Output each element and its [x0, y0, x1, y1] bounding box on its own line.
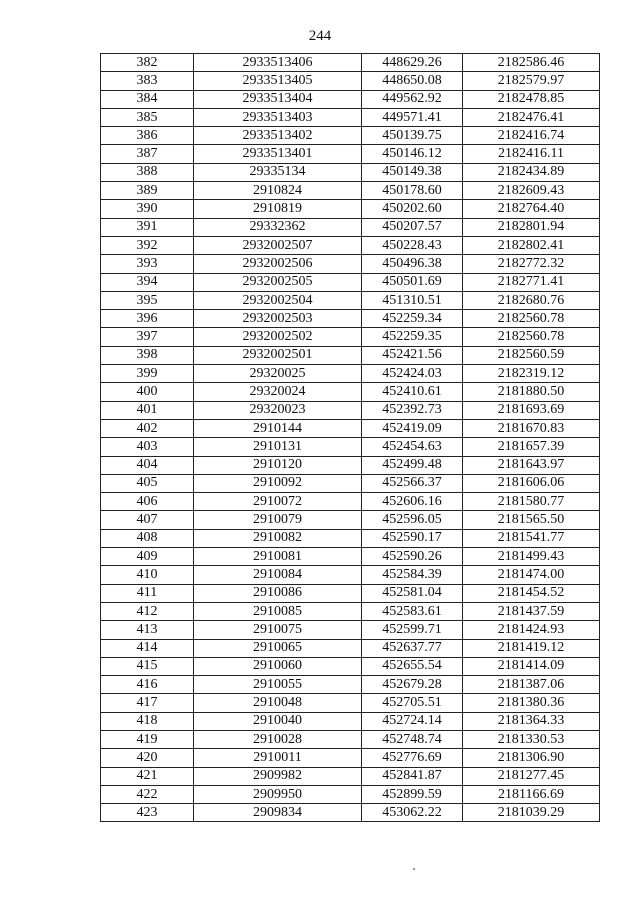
point-id-cell: 2932002502 — [194, 328, 362, 346]
y-coordinate-cell: 2181166.69 — [463, 785, 600, 803]
row-index-cell: 400 — [101, 383, 194, 401]
row-index-cell: 384 — [101, 90, 194, 108]
table-row — [101, 804, 600, 822]
y-coordinate-cell: 2182764.40 — [463, 200, 600, 218]
x-coordinate-cell: 451310.51 — [362, 291, 463, 309]
row-index-cell: 413 — [101, 621, 194, 639]
x-coordinate-cell: 452606.16 — [362, 493, 463, 511]
x-coordinate-cell: 450149.38 — [362, 163, 463, 181]
point-id-cell: 2933513401 — [194, 145, 362, 163]
point-id-cell: 2910144 — [194, 419, 362, 437]
table-row — [101, 273, 600, 291]
point-id-cell: 2910055 — [194, 676, 362, 694]
point-id-cell: 2910092 — [194, 474, 362, 492]
table-row — [101, 127, 600, 145]
y-coordinate-cell: 2182416.11 — [463, 145, 600, 163]
row-index-cell: 411 — [101, 584, 194, 602]
point-id-cell: 2933513406 — [194, 54, 362, 72]
point-id-cell: 2910079 — [194, 511, 362, 529]
table-row — [101, 90, 600, 108]
y-coordinate-cell: 2182476.41 — [463, 108, 600, 126]
y-coordinate-cell: 2181474.00 — [463, 566, 600, 584]
y-coordinate-cell: 2181419.12 — [463, 639, 600, 657]
y-coordinate-cell: 2182434.89 — [463, 163, 600, 181]
row-index-cell: 396 — [101, 310, 194, 328]
y-coordinate-cell: 2182560.78 — [463, 310, 600, 328]
x-coordinate-cell: 452566.37 — [362, 474, 463, 492]
y-coordinate-cell: 2181277.45 — [463, 767, 600, 785]
row-index-cell: 405 — [101, 474, 194, 492]
table-row — [101, 108, 600, 126]
row-index-cell: 397 — [101, 328, 194, 346]
x-coordinate-cell: 452583.61 — [362, 602, 463, 620]
point-id-cell: 2933513402 — [194, 127, 362, 145]
x-coordinate-cell: 452590.17 — [362, 529, 463, 547]
row-index-cell: 404 — [101, 456, 194, 474]
y-coordinate-cell: 2181499.43 — [463, 548, 600, 566]
y-coordinate-cell: 2181541.77 — [463, 529, 600, 547]
table-row — [101, 730, 600, 748]
table-row — [101, 218, 600, 236]
point-id-cell: 2910120 — [194, 456, 362, 474]
x-coordinate-cell: 450207.57 — [362, 218, 463, 236]
y-coordinate-cell: 2182772.32 — [463, 255, 600, 273]
table-row — [101, 566, 600, 584]
point-id-cell: 29320024 — [194, 383, 362, 401]
table-row — [101, 365, 600, 383]
table-row — [101, 346, 600, 364]
row-index-cell: 421 — [101, 767, 194, 785]
point-id-cell: 2932002501 — [194, 346, 362, 364]
x-coordinate-cell: 452581.04 — [362, 584, 463, 602]
y-coordinate-cell: 2181657.39 — [463, 438, 600, 456]
point-id-cell: 29335134 — [194, 163, 362, 181]
row-index-cell: 414 — [101, 639, 194, 657]
table-row — [101, 291, 600, 309]
y-coordinate-cell: 2182319.12 — [463, 365, 600, 383]
x-coordinate-cell: 450501.69 — [362, 273, 463, 291]
point-id-cell: 2932002505 — [194, 273, 362, 291]
table-row — [101, 548, 600, 566]
x-coordinate-cell: 452899.59 — [362, 785, 463, 803]
row-index-cell: 416 — [101, 676, 194, 694]
y-coordinate-cell: 2182609.43 — [463, 182, 600, 200]
row-index-cell: 395 — [101, 291, 194, 309]
table-row — [101, 200, 600, 218]
y-coordinate-cell: 2181330.53 — [463, 730, 600, 748]
y-coordinate-cell: 2182560.78 — [463, 328, 600, 346]
x-coordinate-cell: 450202.60 — [362, 200, 463, 218]
row-index-cell: 422 — [101, 785, 194, 803]
y-coordinate-cell: 2181364.33 — [463, 712, 600, 730]
x-coordinate-cell: 452655.54 — [362, 657, 463, 675]
point-id-cell: 2910028 — [194, 730, 362, 748]
y-coordinate-cell: 2181580.77 — [463, 493, 600, 511]
row-index-cell: 420 — [101, 749, 194, 767]
row-index-cell: 407 — [101, 511, 194, 529]
x-coordinate-cell: 450496.38 — [362, 255, 463, 273]
row-index-cell: 391 — [101, 218, 194, 236]
y-coordinate-cell: 2182560.59 — [463, 346, 600, 364]
x-coordinate-cell: 452259.34 — [362, 310, 463, 328]
row-index-cell: 382 — [101, 54, 194, 72]
x-coordinate-cell: 449562.92 — [362, 90, 463, 108]
row-index-cell: 419 — [101, 730, 194, 748]
x-coordinate-cell: 452776.69 — [362, 749, 463, 767]
y-coordinate-cell: 2181643.97 — [463, 456, 600, 474]
point-id-cell: 2932002506 — [194, 255, 362, 273]
point-id-cell: 2933513405 — [194, 72, 362, 90]
table-row — [101, 310, 600, 328]
x-coordinate-cell: 452499.48 — [362, 456, 463, 474]
y-coordinate-cell: 2182801.94 — [463, 218, 600, 236]
point-id-cell: 2910040 — [194, 712, 362, 730]
point-id-cell: 2909834 — [194, 804, 362, 822]
point-id-cell: 2910075 — [194, 621, 362, 639]
row-index-cell: 415 — [101, 657, 194, 675]
table-row — [101, 767, 600, 785]
y-coordinate-cell: 2181454.52 — [463, 584, 600, 602]
x-coordinate-cell: 450139.75 — [362, 127, 463, 145]
table-row — [101, 694, 600, 712]
table-row — [101, 456, 600, 474]
x-coordinate-cell: 449571.41 — [362, 108, 463, 126]
point-id-cell: 2933513403 — [194, 108, 362, 126]
row-index-cell: 385 — [101, 108, 194, 126]
table-row — [101, 749, 600, 767]
point-id-cell: 29320023 — [194, 401, 362, 419]
table-row — [101, 236, 600, 254]
scan-speck — [413, 868, 415, 870]
table-row — [101, 54, 600, 72]
x-coordinate-cell: 452599.71 — [362, 621, 463, 639]
row-index-cell: 417 — [101, 694, 194, 712]
table-row — [101, 785, 600, 803]
point-id-cell: 2910065 — [194, 639, 362, 657]
row-index-cell: 390 — [101, 200, 194, 218]
x-coordinate-cell: 452590.26 — [362, 548, 463, 566]
row-index-cell: 408 — [101, 529, 194, 547]
table-row — [101, 255, 600, 273]
x-coordinate-cell: 448650.08 — [362, 72, 463, 90]
row-index-cell: 393 — [101, 255, 194, 273]
row-index-cell: 383 — [101, 72, 194, 90]
y-coordinate-cell: 2182579.97 — [463, 72, 600, 90]
y-coordinate-cell: 2181424.93 — [463, 621, 600, 639]
x-coordinate-cell: 452419.09 — [362, 419, 463, 437]
x-coordinate-cell: 452637.77 — [362, 639, 463, 657]
table-row — [101, 474, 600, 492]
point-id-cell: 2910131 — [194, 438, 362, 456]
point-id-cell: 2910072 — [194, 493, 362, 511]
row-index-cell: 389 — [101, 182, 194, 200]
point-id-cell: 2910048 — [194, 694, 362, 712]
x-coordinate-cell: 452421.56 — [362, 346, 463, 364]
table-row — [101, 602, 600, 620]
y-coordinate-cell: 2182802.41 — [463, 236, 600, 254]
row-index-cell: 386 — [101, 127, 194, 145]
y-coordinate-cell: 2182478.85 — [463, 90, 600, 108]
y-coordinate-cell: 2181306.90 — [463, 749, 600, 767]
row-index-cell: 398 — [101, 346, 194, 364]
row-index-cell: 423 — [101, 804, 194, 822]
point-id-cell: 2910824 — [194, 182, 362, 200]
x-coordinate-cell: 452392.73 — [362, 401, 463, 419]
x-coordinate-cell: 450146.12 — [362, 145, 463, 163]
row-index-cell: 392 — [101, 236, 194, 254]
row-index-cell: 399 — [101, 365, 194, 383]
y-coordinate-cell: 2181565.50 — [463, 511, 600, 529]
row-index-cell: 387 — [101, 145, 194, 163]
point-id-cell: 2932002503 — [194, 310, 362, 328]
point-id-cell: 2933513404 — [194, 90, 362, 108]
row-index-cell: 401 — [101, 401, 194, 419]
point-id-cell: 2910011 — [194, 749, 362, 767]
point-id-cell: 2910086 — [194, 584, 362, 602]
y-coordinate-cell: 2181880.50 — [463, 383, 600, 401]
point-id-cell: 2910085 — [194, 602, 362, 620]
row-index-cell: 418 — [101, 712, 194, 730]
table-row — [101, 163, 600, 181]
point-id-cell: 2932002504 — [194, 291, 362, 309]
x-coordinate-cell: 448629.26 — [362, 54, 463, 72]
y-coordinate-cell: 2182771.41 — [463, 273, 600, 291]
table-body — [101, 54, 600, 822]
row-index-cell: 402 — [101, 419, 194, 437]
table-row — [101, 712, 600, 730]
x-coordinate-cell: 452724.14 — [362, 712, 463, 730]
x-coordinate-cell: 453062.22 — [362, 804, 463, 822]
row-index-cell: 403 — [101, 438, 194, 456]
y-coordinate-cell: 2181387.06 — [463, 676, 600, 694]
row-index-cell: 412 — [101, 602, 194, 620]
row-index-cell: 394 — [101, 273, 194, 291]
x-coordinate-cell: 452596.05 — [362, 511, 463, 529]
y-coordinate-cell: 2182416.74 — [463, 127, 600, 145]
x-coordinate-cell: 452454.63 — [362, 438, 463, 456]
table-row — [101, 419, 600, 437]
x-coordinate-cell: 450178.60 — [362, 182, 463, 200]
row-index-cell: 409 — [101, 548, 194, 566]
point-id-cell: 2910084 — [194, 566, 362, 584]
point-id-cell: 2932002507 — [194, 236, 362, 254]
table-row — [101, 401, 600, 419]
y-coordinate-cell: 2182586.46 — [463, 54, 600, 72]
table-row — [101, 511, 600, 529]
y-coordinate-cell: 2181380.36 — [463, 694, 600, 712]
table-row — [101, 584, 600, 602]
table-row — [101, 639, 600, 657]
point-id-cell: 29332362 — [194, 218, 362, 236]
y-coordinate-cell: 2181670.83 — [463, 419, 600, 437]
x-coordinate-cell: 452259.35 — [362, 328, 463, 346]
table-row — [101, 676, 600, 694]
coordinates-table — [100, 53, 600, 822]
point-id-cell: 2909982 — [194, 767, 362, 785]
x-coordinate-cell: 452705.51 — [362, 694, 463, 712]
page-number: 244 — [308, 28, 332, 44]
point-id-cell: 29320025 — [194, 365, 362, 383]
point-id-cell: 2910819 — [194, 200, 362, 218]
row-index-cell: 406 — [101, 493, 194, 511]
table-row — [101, 145, 600, 163]
x-coordinate-cell: 452748.74 — [362, 730, 463, 748]
table-row — [101, 529, 600, 547]
y-coordinate-cell: 2181414.09 — [463, 657, 600, 675]
table-row — [101, 182, 600, 200]
x-coordinate-cell: 452679.28 — [362, 676, 463, 694]
table-row — [101, 328, 600, 346]
y-coordinate-cell: 2181039.29 — [463, 804, 600, 822]
table-row — [101, 438, 600, 456]
y-coordinate-cell: 2181693.69 — [463, 401, 600, 419]
x-coordinate-cell: 450228.43 — [362, 236, 463, 254]
table-row — [101, 72, 600, 90]
x-coordinate-cell: 452584.39 — [362, 566, 463, 584]
table-row — [101, 657, 600, 675]
table-row — [101, 383, 600, 401]
point-id-cell: 2909950 — [194, 785, 362, 803]
y-coordinate-cell: 2181437.59 — [463, 602, 600, 620]
point-id-cell: 2910060 — [194, 657, 362, 675]
y-coordinate-cell: 2181606.06 — [463, 474, 600, 492]
x-coordinate-cell: 452841.87 — [362, 767, 463, 785]
row-index-cell: 410 — [101, 566, 194, 584]
x-coordinate-cell: 452410.61 — [362, 383, 463, 401]
table-row — [101, 621, 600, 639]
table-row — [101, 493, 600, 511]
x-coordinate-cell: 452424.03 — [362, 365, 463, 383]
point-id-cell: 2910081 — [194, 548, 362, 566]
point-id-cell: 2910082 — [194, 529, 362, 547]
row-index-cell: 388 — [101, 163, 194, 181]
y-coordinate-cell: 2182680.76 — [463, 291, 600, 309]
